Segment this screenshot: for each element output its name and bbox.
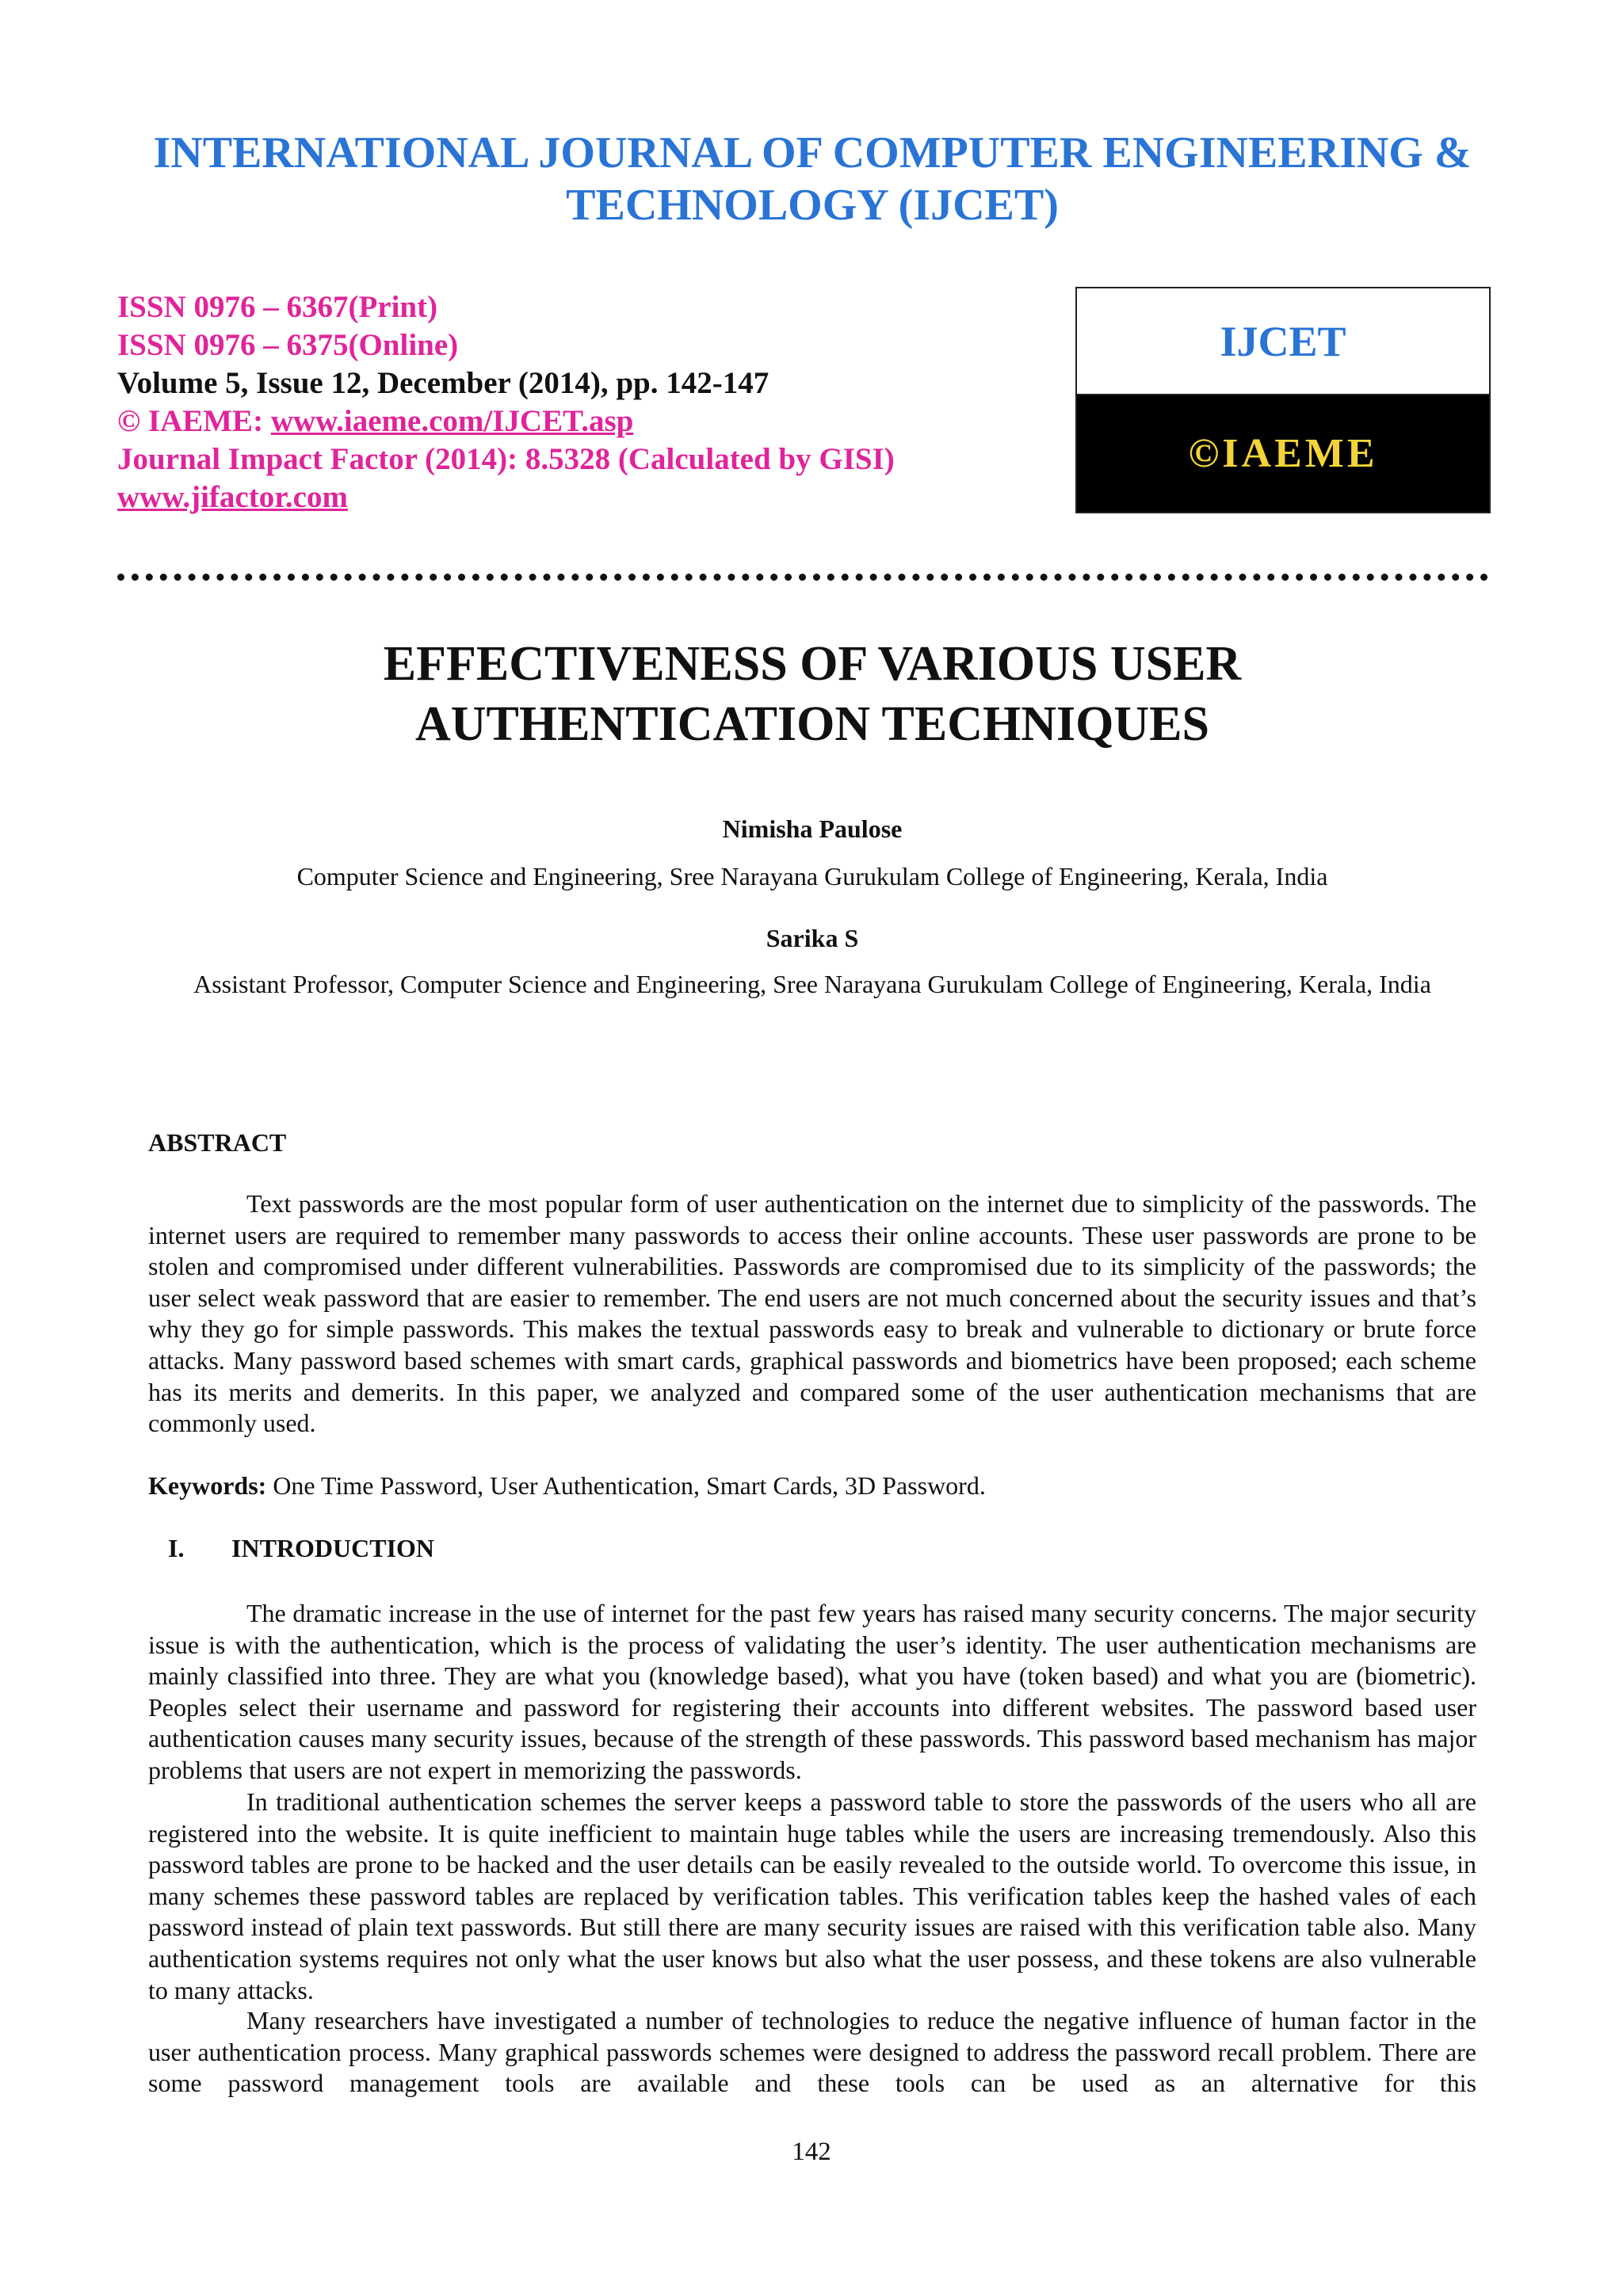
affiliation-2: Assistant Professor, Computer Science and Engineering, Sree Narayana Gurukulam College of Engineering, Kerala, India — [193, 970, 1431, 998]
keywords-text: One Time Password, User Authentication, Smart Cards, 3D Password. — [266, 1471, 986, 1500]
ijcet-logo — [1075, 287, 1491, 513]
author-2: Sarika S — [766, 924, 859, 952]
jifactor-line — [117, 479, 1068, 517]
intro-paragraph-3: Many researchers have investigated a number of technologies to reduce the negative influence of human factor in the user authentication process. Many graphical passwords schemes were designed to address the password recall problem. There are some password management tools are available and these tools can be used as an alternative for this — [148, 2006, 1476, 2098]
logo-iaeme-text: ©IAEME — [1077, 395, 1489, 512]
abstract-heading: ABSTRACT — [148, 1128, 287, 1157]
intro-paragraph-2: In traditional authentication schemes the server keeps a password table to store the passwords of the users who all are registered into the website. It is quite inefficient to maintain huge tables while the users are increasing tremendously. Also this password tables are prone to be hacked and the user details can be easily revealed to the outside world. To overcome this issue, in many schemes these password tables are replaced by verification tables. This verification tables keep the hashed vales of each password instead of plain text passwords. But still there are many security issues are raised with this verification table also. Many authentication systems requires not only what the user knows but also what the user possess, and these tokens are also vulnerable to many attacks. — [148, 1787, 1476, 2004]
abstract-text: Text passwords are the most popular form of user authentication on the internet due to simplicity of the passwords. The internet users are required to remember many passwords to access their online accounts. These user passwords are prone to be stolen and compromised under different vulnerabilities. Passwords are compromised due to its simplicity of the passwords; the user select weak password that are easier to remember. The end users are not much concerned about the security issues and that’s why they go for simple passwords. This makes the textual passwords easy to break and vulnerable to dictionary or brute force attacks. Many password based schemes with smart cards, graphical passwords and biometrics have been proposed; each scheme has its merits and demerits. In this paper, we analyzed and compared some of the user authentication mechanisms that are commonly used. — [148, 1189, 1476, 1438]
volume-info: Volume 5, Issue 12, December (2014), pp. 142-147 — [117, 366, 769, 400]
section-number: I. — [168, 1534, 185, 1562]
iaeme-link[interactable]: www.iaeme.com/IJCET.asp — [270, 404, 634, 438]
author-1: Nimisha Paulose — [722, 814, 903, 843]
iaeme-prefix: © IAEME: — [117, 404, 271, 438]
issn-online: ISSN 0976 – 6375(Online) — [117, 328, 459, 362]
intro-paragraph-1: The dramatic increase in the use of internet for the past few years has raised many security concerns. The major security issue is with the authentication, which is the process of validating the user’s identity. The user authentication mechanisms are mainly classified into three. They are what you (knowledge based), what you have (token based) and what you are (biometric). Peoples select their username and password for registering their accounts into different websites. The password based user authentication causes many security issues, because of the strength of these passwords. This password based mechanism has major problems that users are not expert in memorizing the passwords. — [148, 1599, 1476, 1784]
impact-factor: Journal Impact Factor (2014): 8.5328 (Calculated by GISI) — [117, 442, 895, 476]
iaeme-line — [117, 402, 1068, 441]
issn-print: ISSN 0976 – 6367(Print) — [117, 290, 438, 324]
jifactor-link[interactable]: www.jifactor.com — [117, 480, 348, 514]
page-number: 142 — [792, 2138, 831, 2166]
keywords-line — [148, 1471, 986, 1501]
keywords-label: Keywords: — [148, 1471, 267, 1500]
journal-title: INTERNATIONAL JOURNAL OF COMPUTER ENGINEERING & TECHNOLOGY (IJCET) — [153, 128, 1472, 230]
journal-meta — [117, 288, 1068, 517]
paper-title: EFFECTIVENESS OF VARIOUS USER AUTHENTICATION TECHNIQUES — [383, 637, 1242, 751]
section-title: INTRODUCTION — [231, 1534, 435, 1562]
affiliation-1: Computer Science and Engineering, Sree Narayana Gurukulam College of Engineering, Kerala, India — [296, 862, 1328, 891]
logo-ijcet-text: IJCET — [1077, 288, 1489, 395]
dotted-divider — [117, 574, 1488, 581]
